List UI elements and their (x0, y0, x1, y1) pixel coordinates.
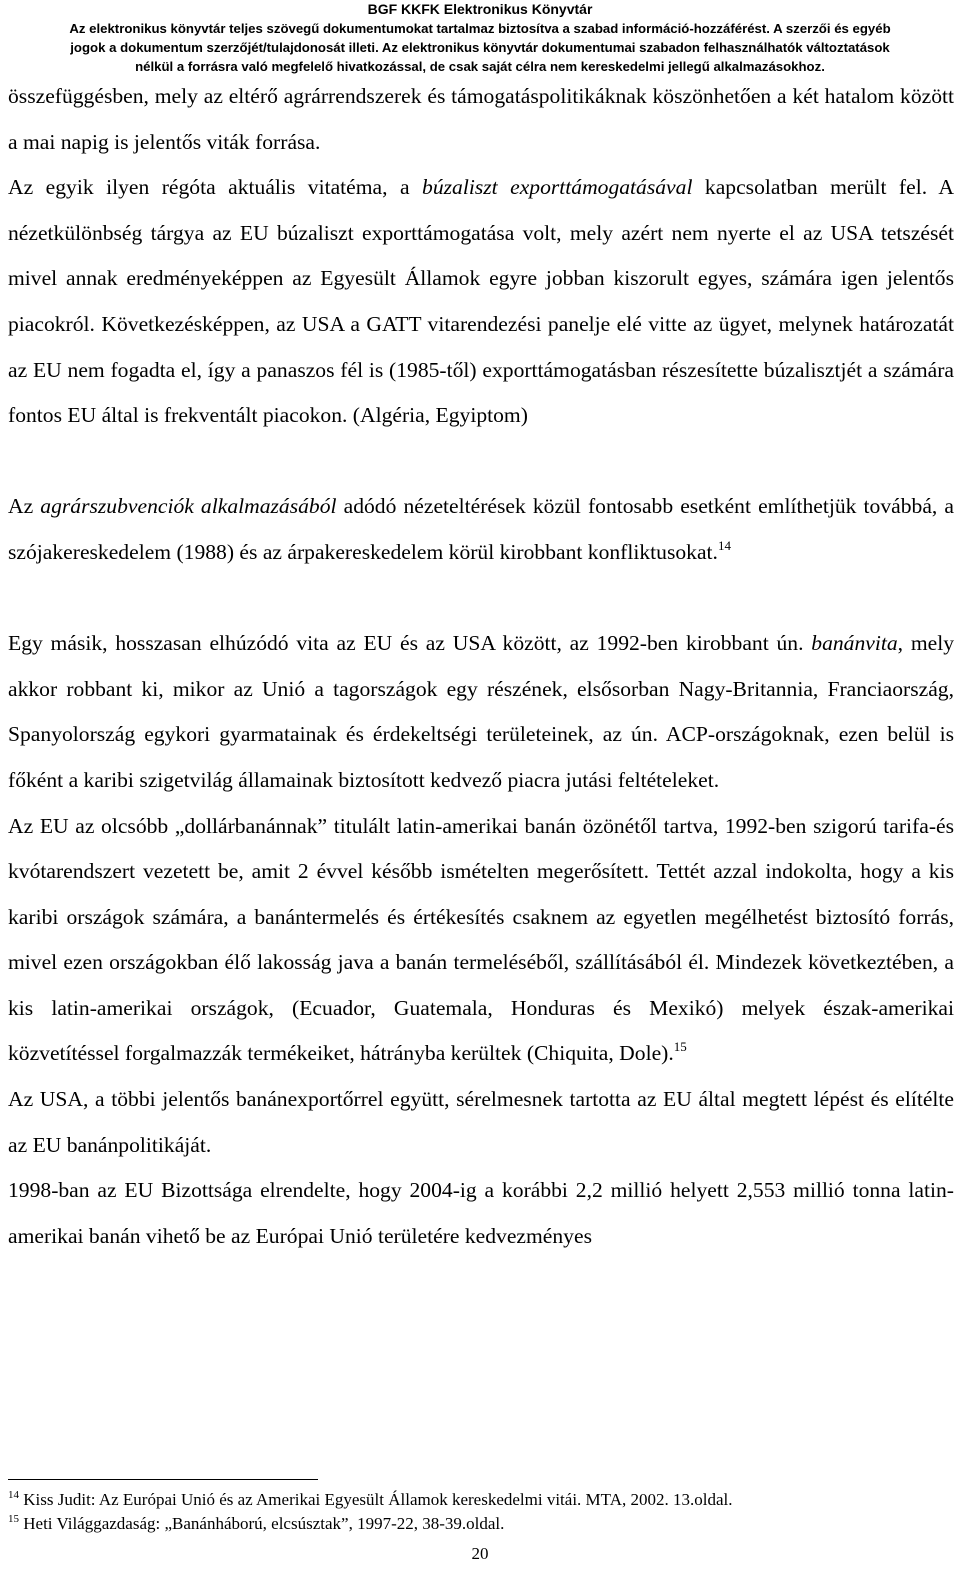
emphasis-banana-dispute: banánvita (811, 631, 898, 656)
emphasis-agricultural-subsidies: agrárszubvenciók alkalmazásából (40, 494, 337, 519)
header-notice-line-1: Az elektronikus könyvtár teljes szövegű dokumentumokat tartalmaz biztosítva a szabad információ-hozzáférést. A szerzői és egyéb (69, 21, 891, 36)
footnote-14 (8, 1488, 954, 1512)
footnotes (8, 1488, 954, 1536)
footnote-text: Kiss Judit: Az Európai Unió és az Amerikai Egyesült Államok kereskedelmi vitái. MTA, 2002. 13.oldal. (19, 1490, 733, 1509)
footnote-ref-15[interactable]: 15 (673, 1039, 687, 1055)
footnote-15 (8, 1512, 954, 1536)
paragraph-2: Az egyik ilyen régóta aktuális vitatéma, a búzaliszt exporttámogatásával kapcsolatban merült fel. A nézetkülönbség tárgya az EU búzaliszt exporttámogatása volt, mely azért nem nyerte el az USA tetszését mivel annak eredményeképpen az Egyesült Államok egyre jobban kiszorult egyes, számára igen jelentős piacokról. Következésképpen, az USA a GATT vitarendezési panelje elé vitte az ügyet, melynek határozatát az EU nem fogadta el, így a panaszos fél is (1985-től) exporttámogatásban részesítette búzalisztjét a számára fontos EU által is frekventált piacokon. (Algéria, Egyiptom) (8, 175, 954, 428)
paragraph-7: 1998-ban az EU Bizottsága elrendelte, hogy 2004-ig a korábbi 2,2 millió helyett 2,553 millió tonna latin-amerikai banán vihető be az Európai Unió területére kedvezményes (8, 1178, 954, 1248)
footnote-number: 15 (8, 1513, 19, 1525)
page-number: 20 (471, 1544, 489, 1563)
paragraph-6: Az USA, a többi jelentős banánexportőrrel együtt, sérelmesnek tartotta az EU által megtett lépést és elítélte az EU banánpolitikáját. (8, 1087, 954, 1157)
emphasis-wheat-flour: búzaliszt exporttámogatásával (422, 175, 693, 200)
paragraph-3: Az agrárszubvenciók alkalmazásából adódó nézeteltérések közül fontosabb esetként említhetjük továbbá, a szójakereskedelem (1988) és az árpakereskedelem körül kirobbant konfliktusokat.$^{14}$ (8, 494, 954, 564)
footnote-number: 14 (8, 1489, 19, 1501)
paragraph-4: Egy másik, hosszasan elhúzódó vita az EU és az USA között, az 1992-ben kirobbant ún. banánvita, mely akkor robbant ki, mikor az Unió a tagországok egy részének, elsősorban Nagy-Britannia, Franciaország, Spanyolország egykori gyarmatainak és érdekeltségi területeinek, az ún. ACP-országoknak, ezen belül is főként a karibi szigetvilág államainak biztosított kedvező piacra jutási feltételeket. (8, 631, 954, 792)
main-text (8, 74, 954, 1259)
header-notice-line-3: nélkül a forrásra való megfelelő hivatkozással, de csak saját célra nem kereskedelmi jellegű alkalmazásokhoz. (135, 59, 825, 74)
header-notice-line-2: jogok a dokumentum szerzőjét/tulajdonosát illeti. Az elektronikus könyvtár dokumentumai szabadon felhasználhatók változtatások (70, 40, 890, 55)
footnote-ref-14[interactable]: 14 (717, 537, 731, 553)
footnote-text: Heti Világgazdaság: „Banánháború, elcsúsztak”, 1997-22, 38-39.oldal. (19, 1514, 505, 1533)
library-header (0, 0, 960, 76)
library-title: BGF KKFK Elektronikus Könyvtár (367, 1, 593, 17)
footnote-divider (8, 1479, 318, 1480)
paragraph-5: Az EU az olcsóbb „dollárbanánnak” titulált latin-amerikai banán özönétől tartva, 1992-ben szigorú tarifa-és kvótarendszert vezetett be, amit 2 évvel később ismételten megerősített. Tettét azzal indokolta, hogy a kis karibi országok számára, a banántermelés és értékesítés csaknem az egyetlen megélhetést biztosító forrás, mivel ezen országokban élő lakosság java a banán termeléséből, szállításából él. Mindezek következtében, a kis latin-amerikai országok, (Ecuador, Guatemala, Honduras és Mexikó) melyek észak-amerikai közvetítéssel forgalmazzák termékeiket, hátrányba kerültek (Chiquita, Dole).$^{15}$ (8, 813, 954, 1066)
paragraph-1: összefüggésben, mely az eltérő agrárrendszerek és támogatáspolitikáknak köszönhetően a két hatalom között a mai napig is jelentős viták forrása. (8, 84, 954, 154)
